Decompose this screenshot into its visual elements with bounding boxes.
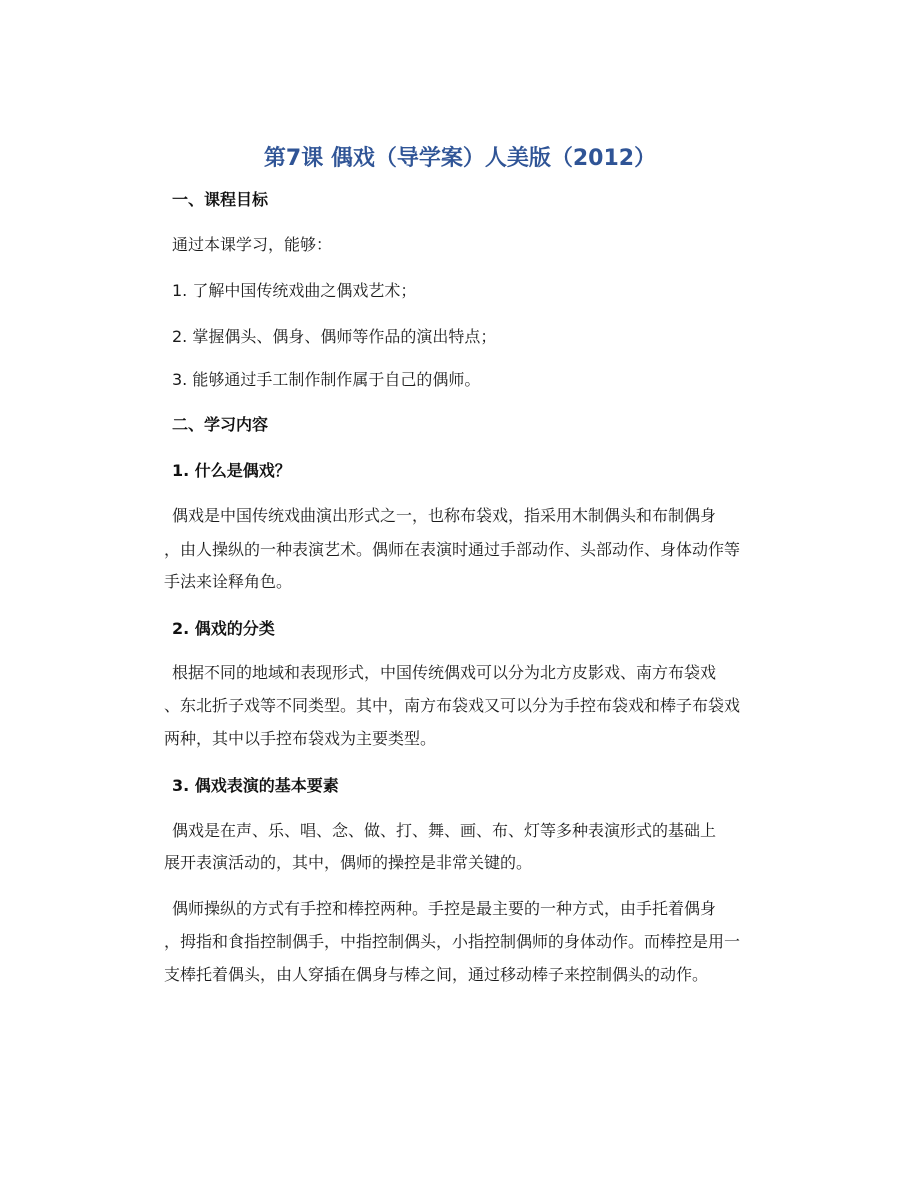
paragraph-line: 偶戏是中国传统戏曲演出形式之一，也称布袋戏，指采用木制偶头和布制偶身 (172, 506, 717, 525)
paragraph-line: 支棒托着偶头，由人穿插在偶身与棒之间，通过移动棒子来控制偶头的动作。 (164, 965, 709, 984)
goal-item-1: 1. 了解中国传统戏曲之偶戏艺术； (172, 281, 417, 300)
paragraph-line: 根据不同的地域和表现形式，中国传统偶戏可以分为北方皮影戏、南方布袋戏 (172, 663, 717, 682)
paragraph-line: 、东北折子戏等不同类型。其中，南方布袋戏又可以分为手控布袋戏和棒子布袋戏 (164, 696, 741, 715)
paragraph-line: ，由人操纵的一种表演艺术。偶师在表演时通过手部动作、头部动作、身体动作等 (164, 540, 741, 559)
goal-item-2: 2. 掌握偶头、偶身、偶师等作品的演出特点； (172, 327, 497, 346)
section-heading-course-goals: 一、课程目标 (172, 190, 269, 209)
paragraph-line: 偶师操纵的方式有手控和棒控两种。手控是最主要的一种方式，由手托着偶身 (172, 899, 717, 918)
paragraph-line: 展开表演活动的，其中，偶师的操控是非常关键的。 (164, 853, 533, 872)
subheading-basic-elements: 3. 偶戏表演的基本要素 (172, 776, 339, 795)
paragraph-line: 手法来诠释角色。 (164, 572, 293, 591)
paragraph-line: ，拇指和食指控制偶手，中指控制偶头，小指控制偶师的身体动作。而棒控是用一 (164, 932, 741, 951)
paragraph-line: 两种，其中以手控布袋戏为主要类型。 (164, 729, 437, 748)
subheading-puppetry-categories: 2. 偶戏的分类 (172, 619, 275, 638)
goal-item-3: 3. 能够通过手工制作制作属于自己的偶师。 (172, 370, 481, 389)
goals-intro: 通过本课学习，能够： (172, 235, 333, 254)
document-title: 第7课 偶戏（导学案）人美版（2012） (263, 146, 657, 171)
subheading-what-is-puppetry: 1. 什么是偶戏？ (172, 461, 291, 480)
section-heading-learning-content: 二、学习内容 (172, 415, 269, 434)
paragraph-line: 偶戏是在声、乐、唱、念、做、打、舞、画、布、灯等多种表演形式的基础上 (172, 821, 717, 840)
